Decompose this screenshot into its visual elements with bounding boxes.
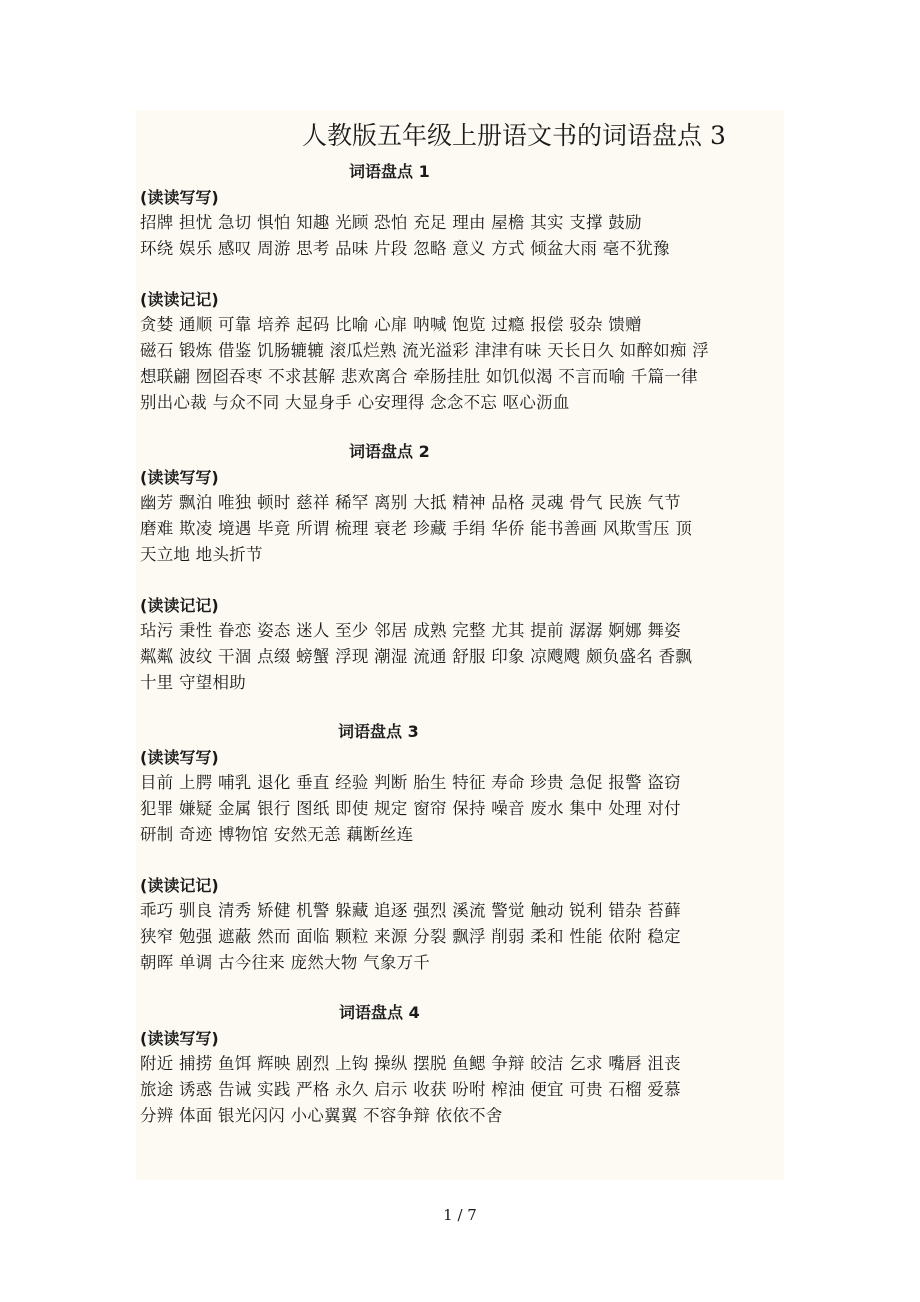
word-line: 粼粼 波纹 干涸 点缀 螃蟹 浮现 潮湿 流通 舒服 印象 凉飕飕 颇负盛名 香飘 — [140, 647, 693, 666]
word-line: 玷污 秉性 眷恋 姿态 迷人 至少 邻居 成熟 完整 尤其 提前 潺潺 婀娜 舞姿 — [140, 621, 681, 640]
word-list — [140, 210, 790, 262]
word-line: 幽芳 飘泊 唯独 顿时 慈祥 稀罕 离别 大抵 精神 品格 灵魂 骨气 民族 气节 — [140, 493, 681, 512]
word-line: 研制 奇迹 博物馆 安然无恙 藕断丝连 — [140, 825, 414, 844]
section-2 — [140, 440, 790, 696]
word-line: 磁石 锻炼 借鉴 饥肠辘辘 滚瓜烂熟 流光溢彩 津津有味 天长日久 如醉如痴 浮 — [140, 341, 710, 360]
section-heading: 词语盘点 3 — [338, 722, 419, 741]
word-line: 别出心裁 与众不同 大显身手 心安理得 念念不忘 呕心沥血 — [140, 393, 570, 412]
section-3 — [140, 720, 790, 976]
block-label: (读读记记) — [140, 876, 219, 895]
word-line: 旅途 诱惑 告诫 实践 严格 永久 启示 收获 吩咐 榨油 便宜 可贵 石榴 爱慕 — [140, 1080, 681, 1099]
section-heading: 词语盘点 1 — [349, 162, 430, 181]
word-line: 环绕 娱乐 感叹 周游 思考 品味 片段 忽略 意义 方式 倾盆大雨 毫不犹豫 — [140, 239, 670, 258]
block-label: (读读写写) — [140, 748, 219, 767]
page-indicator: 1 / 7 — [443, 1206, 477, 1224]
block-label: (读读写写) — [140, 1029, 219, 1048]
word-list — [140, 312, 790, 416]
word-line: 想联翩 囫囵吞枣 不求甚解 悲欢离合 牵肠挂肚 如饥似渴 不言而喻 千篇一律 — [140, 367, 698, 386]
word-line: 天立地 地头折节 — [140, 545, 263, 564]
section-heading: 词语盘点 4 — [339, 1003, 420, 1022]
word-line: 犯罪 嫌疑 金属 银行 图纸 即使 规定 窗帘 保持 噪音 废水 集中 处理 对付 — [140, 799, 681, 818]
word-line: 附近 捕捞 鱼饵 辉映 剧烈 上钩 操纵 摆脱 鱼鳃 争辩 皎洁 乞求 嘴唇 沮丧 — [140, 1054, 681, 1073]
word-list — [140, 898, 790, 976]
word-line: 十里 守望相助 — [140, 673, 247, 692]
block-label: (读读记记) — [140, 596, 219, 615]
word-line: 朝晖 单调 古今往来 庞然大物 气象万千 — [140, 953, 431, 972]
word-line: 招牌 担忧 急切 惧怕 知趣 光顾 恐怕 充足 理由 屋檐 其实 支撑 鼓励 — [140, 213, 642, 232]
word-line: 狭窄 勉强 遮蔽 然而 面临 颗粒 来源 分裂 飘浮 削弱 柔和 性能 依附 稳定 — [140, 927, 681, 946]
word-list — [140, 618, 790, 696]
section-4 — [140, 1001, 790, 1129]
word-line: 乖巧 驯良 清秀 矫健 机警 躲藏 追逐 强烈 溪流 警觉 触动 锐利 错杂 苔藓 — [140, 901, 681, 920]
word-line: 分辨 体面 银光闪闪 小心翼翼 不容争辩 依依不舍 — [140, 1106, 503, 1125]
word-list — [140, 770, 790, 848]
block-label: (读读写写) — [140, 468, 219, 487]
block-label: (读读写写) — [140, 188, 219, 207]
word-line: 磨难 欺凌 境遇 毕竟 所谓 梳理 衰老 珍藏 手绢 华侨 能书善画 风欺雪压 顶 — [140, 519, 693, 538]
block-label: (读读记记) — [140, 290, 219, 309]
section-1 — [140, 160, 790, 416]
word-line: 目前 上腭 哺乳 退化 垂直 经验 判断 胎生 特征 寿命 珍贵 急促 报警 盗窃 — [140, 773, 681, 792]
word-line: 贪婪 通顺 可靠 培养 起码 比喻 心扉 呐喊 饱览 过瘾 报偿 驳杂 馈赠 — [140, 315, 642, 334]
document-title: 人教版五年级上册语文书的词语盘点 3 — [302, 121, 726, 150]
word-list — [140, 1051, 790, 1129]
section-heading: 词语盘点 2 — [349, 442, 430, 461]
word-list — [140, 490, 790, 568]
